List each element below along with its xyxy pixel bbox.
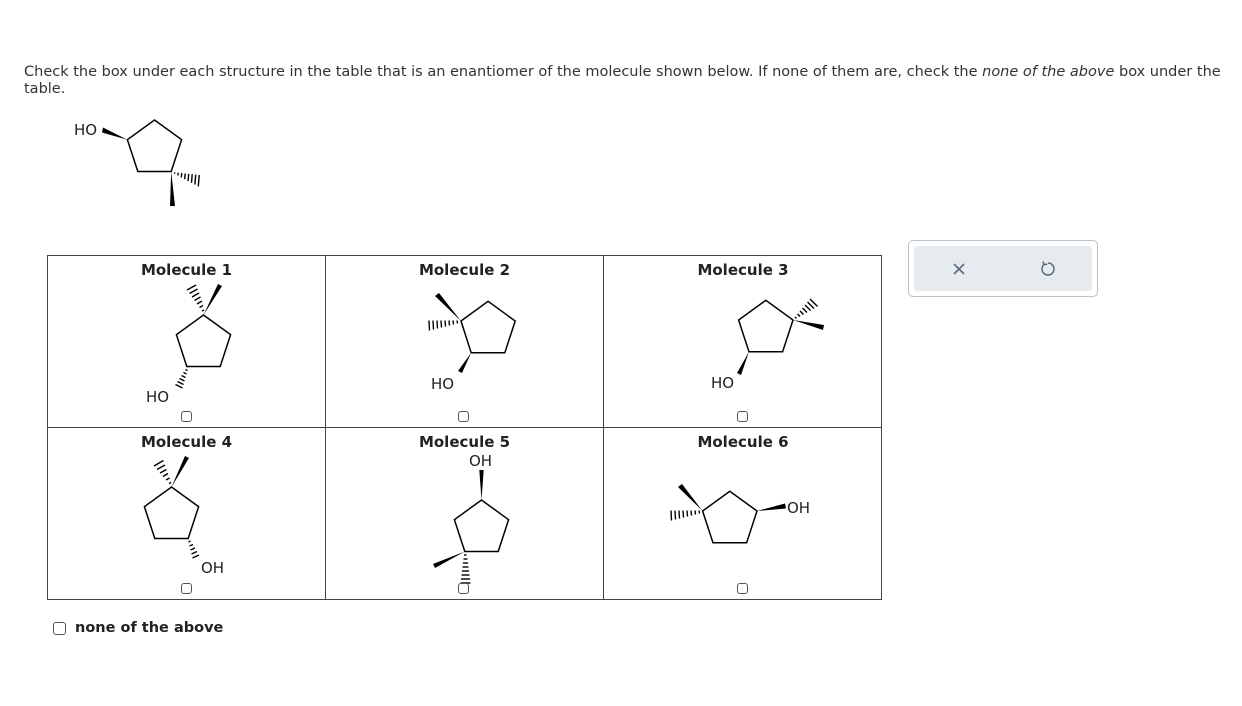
wedge-bond	[170, 172, 175, 207]
clear-button[interactable]	[945, 255, 973, 283]
substituent-label: HO	[146, 388, 170, 406]
hash-bond	[671, 511, 700, 521]
hash-bond	[154, 461, 171, 484]
question-text	[24, 64, 1224, 98]
hash-bond	[461, 555, 471, 583]
none-of-the-above-option[interactable]	[53, 620, 223, 636]
wedge-bond	[433, 552, 465, 569]
question-text-after: box under the table.	[24, 64, 1221, 97]
molecule-3-structure	[679, 284, 819, 399]
molecule-2-checkbox[interactable]	[458, 411, 469, 422]
molecule-5-structure	[416, 450, 526, 600]
molecule-4-checkbox[interactable]	[181, 583, 192, 594]
hash-bond	[187, 285, 204, 311]
none-of-the-above-checkbox[interactable]	[53, 622, 66, 635]
molecule-title: Molecule 4	[140, 433, 233, 451]
molecule-4-structure	[118, 450, 238, 585]
toolbox-bar	[914, 246, 1092, 291]
hash-bond	[429, 321, 458, 331]
ring	[739, 300, 793, 352]
ring	[703, 491, 757, 543]
none-of-the-above-label: none of the above	[75, 620, 224, 636]
molecule-3-checkbox[interactable]	[737, 411, 748, 422]
molecule-2-structure	[411, 286, 521, 396]
ring	[454, 500, 508, 552]
substituent-label: OH	[201, 559, 225, 577]
wedge-bond	[458, 353, 471, 373]
hash-bond	[175, 172, 200, 186]
wedge-bond	[479, 470, 483, 500]
molecule-cell-4	[48, 428, 326, 600]
wedge-bond	[737, 352, 749, 375]
molecule-cell-1	[48, 256, 326, 428]
molecule-cell-3	[604, 256, 882, 428]
wedge-bond	[435, 293, 461, 321]
molecule-cell-5	[326, 428, 604, 600]
ring	[127, 120, 181, 172]
molecule-cell-6	[604, 428, 882, 600]
substituent-label: HO	[711, 374, 735, 392]
molecule-title: Molecule 1	[140, 261, 233, 279]
molecule-title: Molecule 2	[418, 261, 511, 279]
wedge-bond	[204, 284, 223, 315]
molecule-table	[47, 255, 882, 600]
wedge-bond	[678, 484, 703, 511]
answer-toolbox	[908, 240, 1098, 297]
wedge-bond	[793, 320, 824, 330]
hash-bond	[176, 370, 188, 389]
question-emphasis: none of the above	[982, 64, 1115, 80]
substituent-label: OH	[469, 452, 493, 470]
question-text-before: Check the box under each structure in the table that is an enantiomer of the molecule shown below. If none of them are, check the	[24, 64, 983, 80]
wedge-bond	[757, 504, 786, 512]
ring	[176, 315, 230, 367]
molecule-1-structure	[138, 278, 248, 408]
hash-bond	[795, 299, 818, 319]
close-icon	[952, 262, 966, 276]
wedge-bond	[102, 128, 127, 140]
wedge-bond	[172, 456, 190, 487]
molecule-title: Molecule 6	[697, 433, 789, 451]
given-molecule-structure	[60, 110, 220, 220]
molecule-title: Molecule 3	[697, 261, 789, 279]
undo-icon	[1039, 260, 1057, 278]
reset-button[interactable]	[1034, 255, 1062, 283]
molecule-5-checkbox[interactable]	[458, 583, 469, 594]
given-substituent-label: HO	[74, 121, 98, 139]
molecule-6-structure	[659, 468, 844, 568]
substituent-label: HO	[431, 375, 455, 393]
molecule-1-checkbox[interactable]	[181, 411, 192, 422]
ring	[144, 487, 198, 539]
molecule-cell-2	[326, 256, 604, 428]
molecule-title: Molecule 5	[418, 433, 511, 451]
hash-bond	[189, 541, 200, 558]
molecule-6-checkbox[interactable]	[737, 583, 748, 594]
substituent-label: OH	[787, 499, 811, 517]
ring	[461, 301, 515, 353]
